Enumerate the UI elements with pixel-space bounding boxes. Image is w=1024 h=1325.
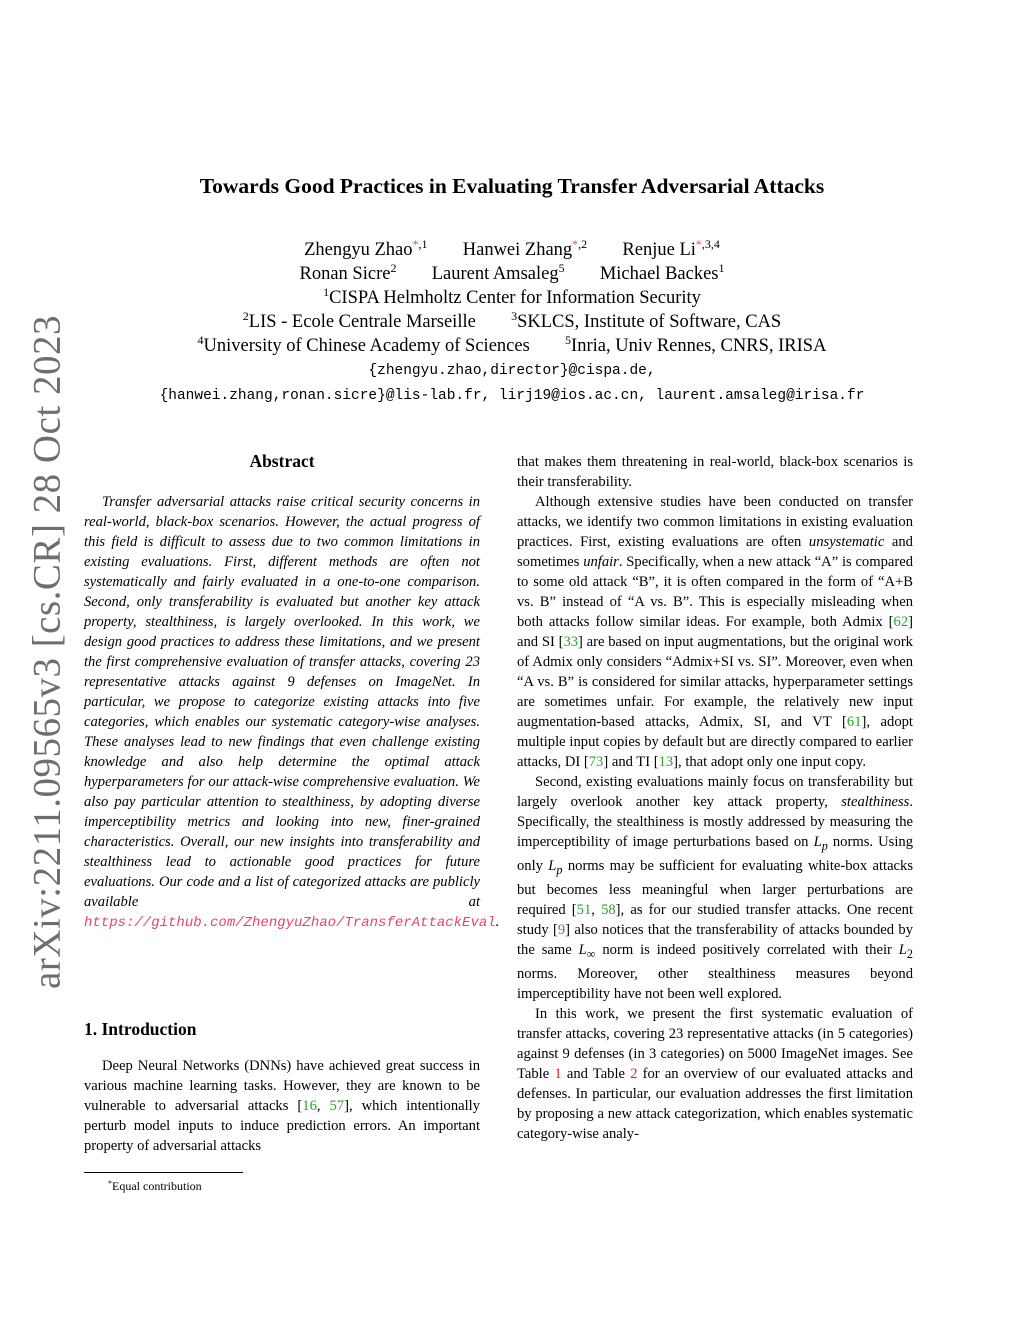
code-link[interactable]: https://github.com/ZhengyuZhao/TransferAttackEval: [84, 915, 496, 931]
author-name: Michael Backes: [599, 264, 719, 284]
author-line-1: Zhengyu Zhao$^{*,1}$ Hanwei Zhang$^{*,2}$ Renjue $Li^{*,3,4}$: [304, 237, 720, 260]
abstract-heading: Abstract: [249, 451, 315, 471]
author-name: Renjue Li: [622, 240, 696, 260]
citation-link[interactable]: 58: [601, 901, 616, 918]
paragraph: Second, existing evaluations mainly focus on transferability but largely overlook another key attack property, stealthiness. Specifically, the stealthiness is mostly addressed by measuring the imperceptibility of image perturbations based on $L_p$ norms. Using only $L_p$ norms may be sufficient for evaluating white-box attacks but becomes less meaningful when larger perturbations are required [51, 58], as for our studied transfer attacks. One recent study [9] also notices that the transferability of attacks bounded by the same $L_\infty$ norm is indeed positively correlated with their $L_2$ norms. Moreover, other stealthiness measures beyond imperceptibility have not been well explored.: [517, 774, 914, 1002]
intro-paragraph: Deep Neural Networks (DNNs) have achieved great success in various machine learning tasks. However, they are known to be vulnerable to adversarial attacks [16, 57], which intentionally perturb model inputs to induce prediction errors. An important property of adversarial attacks: [84, 1058, 480, 1154]
arxiv-watermark: arXiv:2211.09565v3 [cs.CR] 28 Oct 2023: [25, 315, 69, 989]
email-line: {hanwei.zhang,ronan.sicre}@lis-lab.fr, lirj19@ios.ac.cn, laurent.amsaleg@irisa.fr: [159, 388, 865, 404]
author-name: Zhengyu Zhao: [304, 240, 413, 260]
author-name: Laurent Amsaleg: [431, 264, 559, 284]
citation-link[interactable]: 16: [302, 1098, 317, 1114]
affiliation-line: $^4$University of Chinese Academy of Sciences $^5$Inria, Univ Rennes, CNRS, IRISA: [197, 333, 827, 356]
footnote: *Equal contribution: [108, 1179, 202, 1193]
citation-link[interactable]: 9: [557, 921, 566, 938]
paper-title: Towards Good Practices in Evaluating Transfer Adversarial Attacks: [199, 174, 825, 198]
right-column: [517, 452, 913, 1144]
citation-link[interactable]: 62: [893, 614, 909, 630]
affiliation-line: $^2$LIS - Ecole Centrale Marseille $^3$SKLCS, Institute of Software, CAS: [242, 309, 782, 332]
email-line: {zhengyu.zhao,director}@cispa.de,: [368, 363, 656, 379]
author-line-2: Ronan Sicre$^2$ Laurent Amsaleg$^5$ Michael Backes$^1$: [299, 261, 725, 284]
citation-link[interactable]: 33: [563, 634, 579, 650]
citation-link[interactable]: 61: [846, 714, 862, 730]
paragraph: In this work, we present the first systematic evaluation of transfer attacks, covering 23 representative attacks (in 5 categories) against 9 defenses (in 3 categories) on 5000 ImageNet images. See Table 1 and Table 2 for an overview of our evaluated attacks and defenses. In particular, our evaluation addresses the first limitation by proposing a new attack categorization, which enables systematic category-wise analy-: [517, 1005, 913, 1142]
citation-link[interactable]: 51: [576, 901, 592, 918]
author-name: Ronan Sicre: [299, 264, 391, 284]
citation-link[interactable]: 73: [588, 754, 604, 770]
abstract-body: Transfer adversarial attacks raise critical security concerns in real-world, black-box scenarios. However, the actual progress of this field is difficult to assess due to two common limitations in existing evaluations. First, different methods are often not systematically and fairly evaluated in a one-to-one comparison. Second, only transferability is evaluated but another key attack property, stealthiness, is largely overlooked. In this work, we design good practices to address these limitations, and we present the first comprehensive evaluation of transfer attacks, covering 23 representative attacks against 9 defenses on ImageNet. In particular, we propose to categorize existing attacks into five categories, which enables our systematic category-wise analyses. These analyses lead to new findings that even challenge existing knowledge and also help determine the optimal attack hyperparameters for our attack-wise comprehensive evaluation. We also pay particular attention to stealthiness, by adopting diverse imperceptibility metrics and looking into new, finer-grained characteristics. Overall, our new insights into transferability and stealthiness lead to actionable good practices for future evaluations. Our code and a list of categorized attacks are publicly available at https://github.com/ZhengyuZhao/TransferAttackEval.: [84, 494, 500, 931]
footnote-rule: [84, 1172, 243, 1173]
author-block: [0, 238, 1024, 408]
paragraph: Although extensive studies have been conducted on transfer attacks, we identify two common limitations in existing evaluation practices. First, existing evaluations are often unsystematic and sometimes unfair. Specifically, when a new attack “A” is compared to some old attack “B”, it is often compared in the form of “A+B vs. B” instead of “A vs. B”. This is especially misleading when both attacks follow similar ideas. For example, both Admix [62] and SI [33] are based on input augmentations, but the original work of Admix only considers “Admix+SI vs. SI”. Moreover, even when “A vs. B” is considered for similar attacks, hyperparameter settings are sometimes unfair. For example, the relatively new input augmentation-based attacks, Admix, SI, and VT [61], adopt multiple input copies by default but are directly compared to earlier attacks, DI [73] and TI [13], that adopt only one input copy.: [517, 494, 913, 770]
citation-link[interactable]: 57: [329, 1098, 345, 1114]
author-name: Hanwei Zhang: [462, 240, 573, 260]
section-heading-introduction: 1. Introduction: [84, 1019, 197, 1039]
citation-link[interactable]: 13: [658, 754, 674, 770]
paragraph: that makes them threatening in real-world, black-box scenarios is their transferability.: [517, 454, 913, 490]
table-ref-link[interactable]: 2: [630, 1065, 638, 1082]
table-ref-link[interactable]: 1: [554, 1065, 562, 1082]
affiliation-line: $^1$CISPA Helmholtz Center for Information Security: [323, 285, 701, 308]
